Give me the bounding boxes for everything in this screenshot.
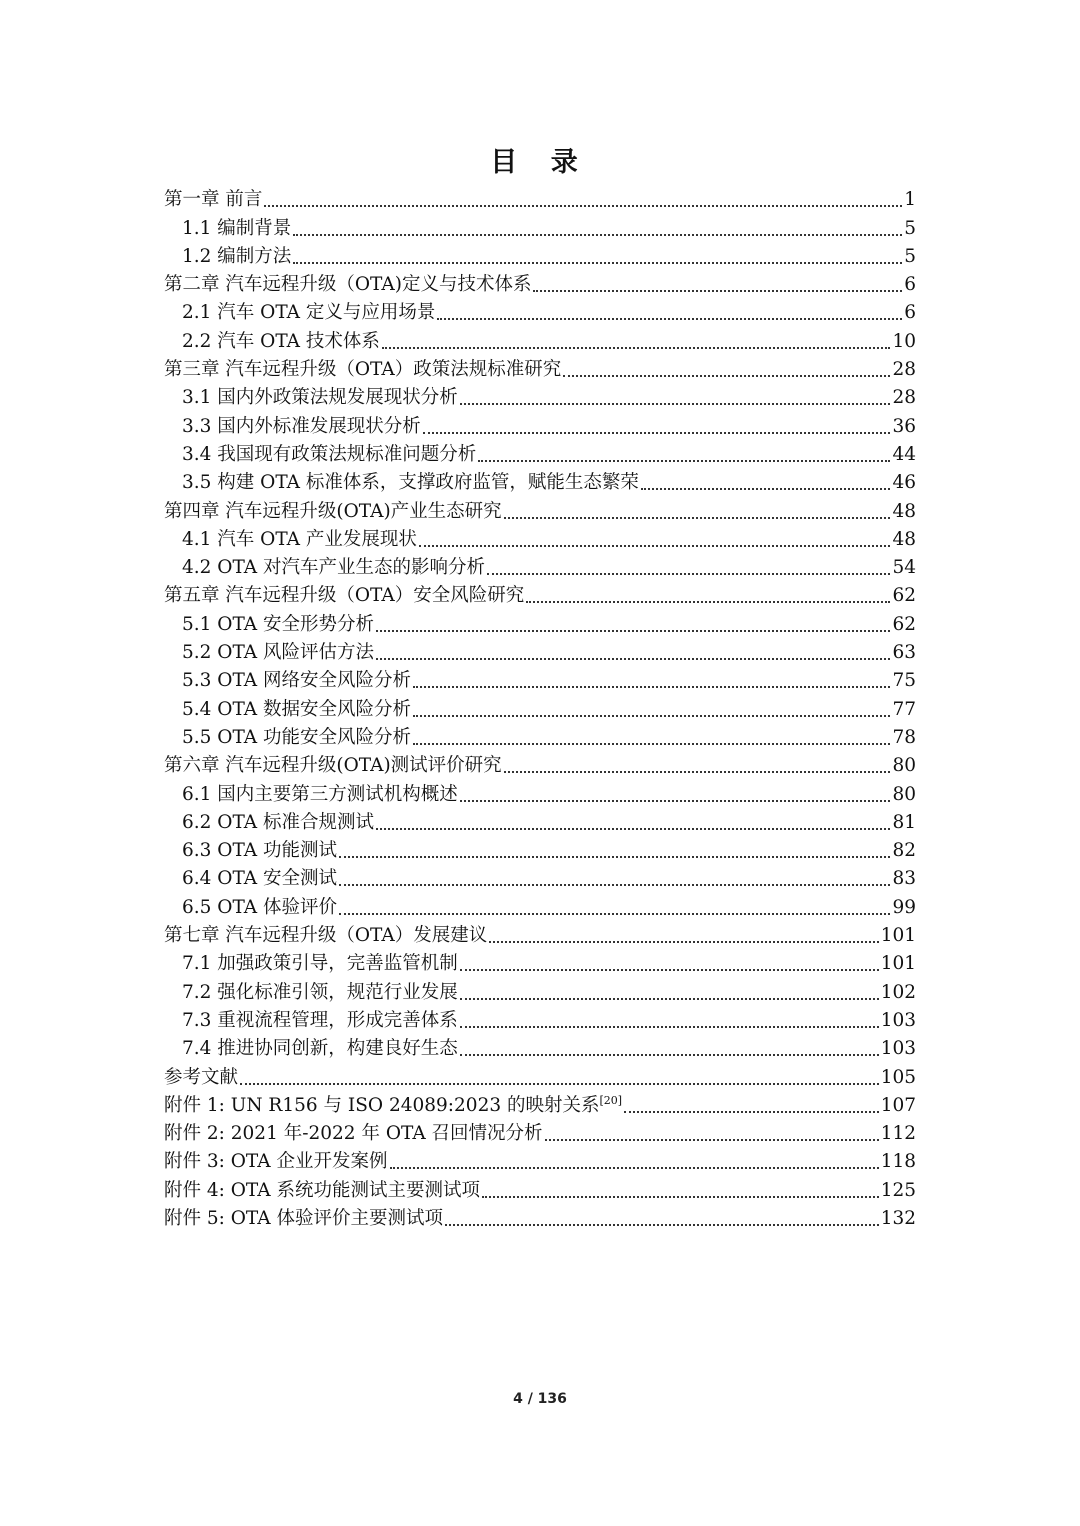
toc-entry-label: [182, 554, 485, 582]
dot-leader: [487, 573, 890, 575]
dot-leader: [390, 1167, 879, 1169]
toc-entry[interactable]: [164, 695, 916, 723]
toc-entry-label: [164, 1064, 238, 1092]
toc-page-number: 54: [892, 557, 916, 579]
toc-entry-label: [182, 950, 458, 978]
page-number: 4 / 136: [513, 1391, 567, 1407]
toc-page-number: 101: [880, 953, 916, 975]
toc-entry[interactable]: [164, 780, 916, 808]
dot-leader: [376, 658, 890, 660]
toc-entry-text: 5.2 OTA 风险评估方法: [182, 642, 375, 664]
toc-entry-label: [182, 328, 380, 356]
toc-entry-label: [164, 752, 502, 780]
toc-page-number: 118: [880, 1151, 916, 1173]
toc-entry[interactable]: [164, 441, 916, 469]
toc-entry[interactable]: [164, 1035, 916, 1063]
toc-page-number: 28: [892, 387, 916, 409]
toc-page-number: 6: [904, 302, 916, 324]
toc-entry-label: [182, 667, 411, 695]
toc-entry[interactable]: [164, 809, 916, 837]
toc-entry[interactable]: [164, 724, 916, 752]
toc-entry[interactable]: [164, 327, 916, 355]
toc-entry[interactable]: [164, 1176, 916, 1204]
dot-leader: [489, 941, 878, 943]
toc-entry-label: [182, 1035, 458, 1063]
toc-entry[interactable]: [164, 243, 916, 271]
toc-page-number: 107: [880, 1094, 916, 1116]
toc-entry[interactable]: [164, 1092, 916, 1120]
toc-entry-label: [182, 696, 411, 724]
dot-leader: [445, 1224, 879, 1226]
toc-entry-text: 5.3 OTA 网络安全风险分析: [182, 670, 412, 692]
dot-leader: [460, 800, 891, 802]
toc-entry[interactable]: [164, 214, 916, 242]
toc-page-number: 112: [880, 1123, 916, 1145]
toc-page-number: 83: [892, 868, 916, 890]
toc-entry-label: [182, 639, 374, 667]
dot-leader: [504, 517, 891, 519]
toc-entry[interactable]: [164, 1205, 916, 1233]
toc-entry-text: 1.1 编制背景: [182, 217, 292, 239]
toc-page-number: 80: [892, 755, 916, 777]
toc-page-number: 99: [892, 896, 916, 918]
dot-leader: [563, 375, 890, 377]
toc-page-number: 5: [904, 217, 916, 239]
toc-entry-text: 6.2 OTA 标准合规测试: [182, 811, 375, 833]
toc-entry[interactable]: [164, 526, 916, 554]
toc-page-number: 101: [880, 925, 916, 947]
toc-page-number: 78: [892, 726, 916, 748]
dot-leader: [264, 205, 902, 207]
toc-entry-label: [182, 384, 458, 412]
dot-leader: [624, 1111, 879, 1113]
dot-leader: [460, 969, 879, 971]
toc-page-number: 28: [892, 359, 916, 381]
toc-entry-text: 第六章 汽车远程升级(OTA)测试评价研究: [164, 755, 502, 777]
toc-page-number: 44: [892, 443, 916, 465]
toc-page-number: 105: [880, 1066, 916, 1088]
toc-entry-text: 第三章 汽车远程升级（OTA）政策法规标准研究: [164, 359, 562, 381]
toc-entry-text: 5.5 OTA 功能安全风险分析: [182, 726, 412, 748]
toc-entry-text: 3.1 国内外政策法规发展现状分析: [182, 387, 458, 409]
toc-page-number: 82: [892, 840, 916, 862]
dot-leader: [293, 262, 902, 264]
toc-entry-text: 附件 5: OTA 体验评价主要测试项: [164, 1207, 444, 1229]
dot-leader: [413, 715, 890, 717]
toc-entry-text: 附件 3: OTA 企业开发案例: [164, 1151, 388, 1173]
toc-page-number: 63: [892, 642, 916, 664]
toc-page-number: 75: [892, 670, 916, 692]
toc-entry-text: 第五章 汽车远程升级（OTA）安全风险研究: [164, 585, 525, 607]
toc-entry-label: [182, 979, 458, 1007]
toc-entry-text: 第一章 前言: [164, 189, 263, 211]
toc-entry[interactable]: [164, 1063, 916, 1091]
dot-leader: [482, 1196, 879, 1198]
toc-page-number: 77: [892, 698, 916, 720]
toc-entry[interactable]: [164, 497, 916, 525]
toc-entry-text: 2.2 汽车 OTA 技术体系: [182, 330, 380, 352]
dot-leader: [423, 432, 891, 434]
toc-entry-label: [182, 809, 374, 837]
toc-entry[interactable]: [164, 922, 916, 950]
toc-entry-text: 2.1 汽车 OTA 定义与应用场景: [182, 302, 436, 324]
toc-page-number: 81: [892, 811, 916, 833]
citation-superscript: [20]: [599, 1093, 623, 1107]
toc-entry[interactable]: [164, 752, 916, 780]
toc-entry[interactable]: [164, 271, 916, 299]
toc-page-number: 62: [892, 613, 916, 635]
toc-entry-text: 1.2 编制方法: [182, 245, 292, 267]
toc-entry-label: [164, 1205, 443, 1233]
toc-entry-label: [164, 582, 524, 610]
toc-entry[interactable]: [164, 554, 916, 582]
dot-leader: [382, 347, 891, 349]
toc-entry[interactable]: [164, 299, 916, 327]
dot-leader: [533, 290, 902, 292]
toc-page-number: 62: [892, 585, 916, 607]
toc-page-number: 125: [880, 1179, 916, 1201]
toc-entry-text: 附件 4: OTA 系统功能测试主要测试项: [164, 1179, 481, 1201]
toc-entry-text: 6.5 OTA 体验评价: [182, 896, 338, 918]
toc-entry-text: 3.4 我国现有政策法规标准问题分析: [182, 443, 477, 465]
toc-entry-label: [182, 724, 411, 752]
toc-entry-label: [182, 441, 476, 469]
toc-entry-text: 附件 1: UN R156 与 ISO 24089:2023 的映射关系: [164, 1094, 600, 1116]
dot-leader: [376, 630, 890, 632]
dot-leader: [460, 998, 879, 1000]
toc-entry-label: [164, 922, 487, 950]
toc-entry-label: [164, 356, 561, 384]
toc-page-number: 48: [892, 500, 916, 522]
toc-entry[interactable]: [164, 1148, 916, 1176]
toc-entry-label: [182, 526, 417, 554]
toc-entry-label: [182, 469, 639, 497]
toc-entry[interactable]: [164, 893, 916, 921]
toc-entry[interactable]: [164, 412, 916, 440]
toc-entry-label: [182, 299, 435, 327]
toc-entry-label: [164, 1177, 480, 1205]
toc-entry-label: [164, 498, 502, 526]
dot-leader: [339, 884, 890, 886]
toc-page-number: 6: [904, 274, 916, 296]
table-of-contents: [164, 186, 916, 1233]
toc-entry-text: 4.2 OTA 对汽车产业生态的影响分析: [182, 557, 486, 579]
toc-entry-text: 3.3 国内外标准发展现状分析: [182, 415, 421, 437]
dot-leader: [460, 1054, 879, 1056]
toc-entry-label: [182, 611, 374, 639]
toc-entry[interactable]: [164, 865, 916, 893]
toc-entry[interactable]: [164, 186, 916, 214]
toc-entry[interactable]: [164, 610, 916, 638]
dot-leader: [240, 1083, 879, 1085]
toc-entry-label: [164, 1120, 543, 1148]
toc-entry[interactable]: [164, 950, 916, 978]
toc-entry[interactable]: [164, 639, 916, 667]
dot-leader: [460, 1026, 879, 1028]
toc-page-number: 5: [904, 245, 916, 267]
toc-entry-text: 7.3 重视流程管理，形成完善体系: [182, 1009, 458, 1031]
toc-entry-label: [182, 243, 291, 271]
toc-entry[interactable]: [164, 384, 916, 412]
toc-entry[interactable]: [164, 582, 916, 610]
toc-page-number: 103: [880, 1009, 916, 1031]
toc-entry-text: 6.4 OTA 安全测试: [182, 868, 338, 890]
toc-page-number: 102: [880, 981, 916, 1003]
toc-entry-label: [182, 894, 337, 922]
toc-entry-label: [182, 215, 291, 243]
page-title: 目 录: [490, 147, 590, 178]
toc-entry-text: 第七章 汽车远程升级（OTA）发展建议: [164, 925, 488, 947]
toc-entry[interactable]: [164, 837, 916, 865]
toc-entry-text: 第二章 汽车远程升级（OTA)定义与技术体系: [164, 274, 532, 296]
dot-leader: [293, 234, 902, 236]
toc-entry-text: 5.1 OTA 安全形势分析: [182, 613, 375, 635]
toc-page-number: 132: [880, 1207, 916, 1229]
dot-leader: [413, 743, 890, 745]
toc-entry[interactable]: [164, 1007, 916, 1035]
toc-entry-text: 6.1 国内主要第三方测试机构概述: [182, 783, 458, 805]
dot-leader: [376, 828, 890, 830]
toc-entry-text: 7.4 推进协同创新，构建良好生态: [182, 1038, 458, 1060]
toc-entry[interactable]: [164, 667, 916, 695]
toc-entry-text: 7.1 加强政策引导，完善监管机制: [182, 953, 458, 975]
toc-entry-label: [182, 413, 421, 441]
toc-entry-label: [164, 186, 262, 214]
toc-entry-label: [164, 271, 531, 299]
toc-entry-text: 附件 2: 2021 年-2022 年 OTA 召回情况分析: [164, 1123, 543, 1145]
toc-entry-text: 7.2 强化标准引领，规范行业发展: [182, 981, 458, 1003]
toc-page-number: 103: [880, 1038, 916, 1060]
toc-entry-text: 第四章 汽车远程升级(OTA)产业生态研究: [164, 500, 502, 522]
dot-leader: [504, 771, 891, 773]
dot-leader: [339, 913, 890, 915]
dot-leader: [526, 601, 890, 603]
toc-entry-text: 6.3 OTA 功能测试: [182, 840, 338, 862]
toc-entry-label: [164, 1148, 388, 1176]
toc-entry-label: [182, 1007, 458, 1035]
toc-entry-label: [182, 781, 458, 809]
toc-entry[interactable]: [164, 356, 916, 384]
toc-entry[interactable]: [164, 978, 916, 1006]
toc-entry-label: [182, 837, 337, 865]
toc-page-number: 1: [904, 189, 916, 211]
toc-entry-text: 参考文献: [164, 1066, 239, 1088]
toc-entry-label: [164, 1092, 622, 1120]
dot-leader: [641, 488, 891, 490]
toc-entry-text: 4.1 汽车 OTA 产业发展现状: [182, 528, 417, 550]
dot-leader: [545, 1139, 879, 1141]
toc-entry-text: 5.4 OTA 数据安全风险分析: [182, 698, 412, 720]
dot-leader: [478, 460, 890, 462]
toc-entry[interactable]: [164, 1120, 916, 1148]
toc-entry-label: [182, 865, 337, 893]
dot-leader: [437, 318, 902, 320]
toc-page-number: 46: [892, 472, 916, 494]
dot-leader: [413, 686, 890, 688]
dot-leader: [460, 403, 891, 405]
toc-page-number: 10: [892, 330, 916, 352]
toc-entry-text: 3.5 构建 OTA 标准体系，支撑政府监管，赋能生态繁荣: [182, 472, 639, 494]
dot-leader: [419, 545, 891, 547]
toc-page-number: 80: [892, 783, 916, 805]
dot-leader: [339, 856, 890, 858]
toc-page-number: 36: [892, 415, 916, 437]
toc-entry[interactable]: [164, 469, 916, 497]
toc-page-number: 48: [892, 528, 916, 550]
